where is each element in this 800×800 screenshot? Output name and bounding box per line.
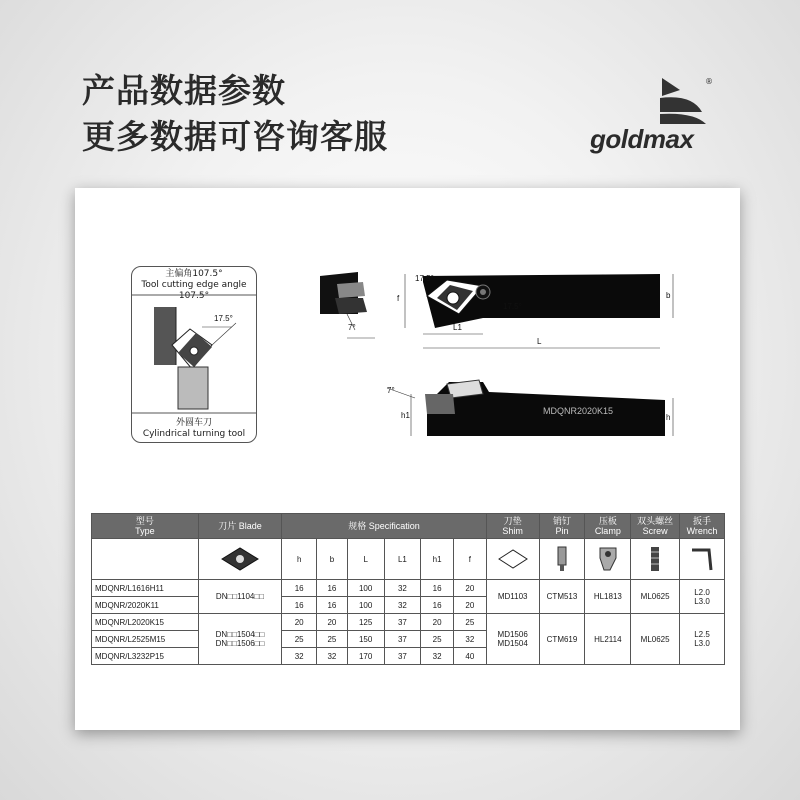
row-value: 20 — [454, 580, 487, 597]
row-value: 40 — [454, 648, 487, 665]
group1-wrench-line1: L2.0 — [694, 587, 710, 597]
row-value: 100 — [347, 597, 384, 614]
registered-mark: ® — [705, 77, 713, 86]
row-value: 20 — [421, 614, 454, 631]
screw-header-en: Screw — [642, 526, 668, 536]
type-header — [92, 514, 199, 539]
row-value: 25 — [282, 631, 317, 648]
group2-wrench-line1: L2.5 — [694, 630, 710, 639]
group2-wrench-line2: L3.0 — [694, 639, 710, 648]
group2-blade-line2: DN□□1506□□ — [215, 639, 265, 648]
type-header-cn: 型号 — [135, 516, 154, 526]
angle-b-label: 17.5° — [503, 302, 522, 311]
shim-icon — [495, 547, 531, 571]
row-type: MDQNR/L1616H11 — [92, 580, 199, 597]
row-value: 37 — [384, 631, 421, 648]
group2-blade — [198, 614, 282, 665]
screw-header — [631, 514, 680, 539]
shim-header — [486, 514, 539, 539]
wrench-header — [680, 514, 725, 539]
pin-icon — [552, 544, 572, 574]
dim-l-label: L — [537, 337, 542, 346]
spec-col-l1: L1 — [384, 539, 421, 580]
row-type: MDQNR/L3232P15 — [92, 648, 199, 665]
table-row — [92, 580, 725, 597]
row-type: MDQNR/L2525M15 — [92, 631, 199, 648]
row-value: 25 — [317, 631, 348, 648]
tool-side-view — [387, 380, 673, 436]
wrench-header-en: Wrench — [686, 526, 718, 536]
blade-header: 刀片 Blade — [198, 514, 282, 539]
row-value: 32 — [282, 648, 317, 665]
row-value: 32 — [384, 580, 421, 597]
pin-header-cn: 销钉 — [552, 516, 571, 526]
clamp-header-cn: 压板 — [598, 516, 617, 526]
row-value: 20 — [317, 614, 348, 631]
group2-screw: ML0625 — [631, 614, 680, 665]
spec-col-f: f — [454, 539, 487, 580]
tool-top-view — [397, 274, 673, 348]
shim-header-en: Shim — [502, 526, 523, 536]
product-sheet — [75, 188, 740, 730]
row-value: 170 — [347, 648, 384, 665]
row-value: 32 — [317, 648, 348, 665]
callout-angle-label: 17.5° — [214, 314, 233, 323]
row-value: 32 — [421, 648, 454, 665]
row-value: 16 — [282, 597, 317, 614]
spec-col-b: b — [317, 539, 348, 580]
spec-header: 规格 Specification — [282, 514, 486, 539]
brand-logo — [590, 72, 720, 152]
screw-icon — [645, 544, 665, 574]
clamp-image — [585, 539, 631, 580]
row-value: 16 — [421, 580, 454, 597]
group2-shim-line1: MD1506 — [497, 630, 528, 639]
dim-b-label: b — [666, 291, 671, 300]
group2-pin: CTM619 — [539, 614, 585, 665]
row-value: 16 — [421, 597, 454, 614]
spec-col-h1: h1 — [421, 539, 454, 580]
wrench-header-cn: 扳手 — [693, 516, 712, 526]
screw-header-cn: 双头螺丝 — [637, 516, 674, 526]
row-value: 32 — [454, 631, 487, 648]
headline-line-2: 更多数据可咨询客服 — [82, 117, 388, 156]
row-value: 37 — [384, 648, 421, 665]
angle-a-label: 17.5° — [415, 274, 434, 283]
group1-shim: MD1103 — [486, 580, 539, 614]
end-view-angle: 7° — [348, 323, 356, 332]
brand-name: goldmax — [590, 124, 694, 154]
headline — [82, 68, 388, 160]
screw-image — [631, 539, 680, 580]
row-type: MDQNR/2020K11 — [92, 597, 199, 614]
dim-l1-label: L1 — [453, 323, 462, 332]
group1-wrench-line2: L3.0 — [694, 596, 710, 606]
group2-shim-line2: MD1504 — [497, 639, 528, 648]
row-value: 125 — [347, 614, 384, 631]
tool-engraving: MDQNR2020K15 — [543, 406, 614, 416]
group1-pin: CTM513 — [539, 580, 585, 614]
clamp-header — [585, 514, 631, 539]
clamp-header-en: Clamp — [594, 526, 621, 536]
pin-header — [539, 514, 585, 539]
row-value: 16 — [317, 580, 348, 597]
tool-end-view — [320, 272, 375, 338]
row-value: 16 — [317, 597, 348, 614]
group1-clamp: HL1813 — [585, 580, 631, 614]
group1-blade: DN□□1104□□ — [198, 580, 282, 614]
shim-image — [486, 539, 539, 580]
spec-header-row — [92, 514, 725, 539]
group2-clamp: HL2114 — [585, 614, 631, 665]
dim-h-label: h — [666, 413, 671, 422]
row-value: 20 — [454, 597, 487, 614]
blade-insert-icon — [218, 545, 262, 573]
table-row — [92, 614, 725, 631]
pin-image — [539, 539, 585, 580]
callout-title-cn: 主偏角107.5° — [165, 269, 223, 279]
row-value: 150 — [347, 631, 384, 648]
row-value: 25 — [421, 631, 454, 648]
group1-wrench — [680, 580, 725, 614]
type-header-en: Type — [135, 526, 155, 536]
row-value: 25 — [454, 614, 487, 631]
row-value: 32 — [384, 597, 421, 614]
tool-technical-drawing — [75, 188, 740, 508]
row-value: 16 — [282, 580, 317, 597]
brand-mark-icon — [590, 72, 720, 127]
callout-caption-en: Cylindrical turning tool — [142, 429, 246, 439]
row-value: 37 — [384, 614, 421, 631]
spec-col-h: h — [282, 539, 317, 580]
pin-header-en: Pin — [555, 526, 569, 536]
row-value: 100 — [347, 580, 384, 597]
dim-f-label: f — [397, 294, 400, 303]
group1-screw: ML0625 — [631, 580, 680, 614]
headline-line-1: 产品数据参数 — [82, 71, 286, 110]
wrench-image — [680, 539, 725, 580]
shim-header-cn: 刀垫 — [503, 516, 522, 526]
group2-blade-line1: DN□□1504□□ — [215, 630, 265, 639]
callout-title-en: Tool cutting edge angle 107.5° — [141, 280, 247, 301]
blade-image — [198, 539, 282, 580]
group2-wrench — [680, 614, 725, 665]
spec-col-l: L — [347, 539, 384, 580]
group2-shim — [486, 614, 539, 665]
row-value: 20 — [282, 614, 317, 631]
row-type: MDQNR/L2020K15 — [92, 614, 199, 631]
spec-table — [91, 513, 725, 665]
clamp-icon — [595, 544, 621, 574]
side-angle-label: 7° — [387, 386, 395, 395]
type-spacer — [92, 539, 199, 580]
callout-caption-cn: 外圆车刀 — [175, 418, 212, 428]
dim-h1-label: h1 — [401, 411, 410, 420]
wrench-icon — [687, 544, 717, 574]
